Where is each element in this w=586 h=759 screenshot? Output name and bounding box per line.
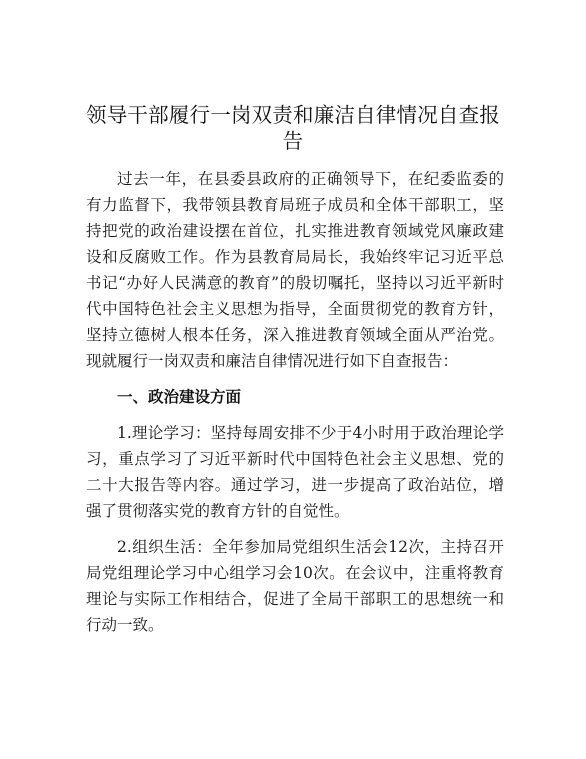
- document-body: [86, 166, 504, 638]
- intro-paragraph: 过去一年，在县委县政府的正确领导下，在纪委监委的有力监督下，我带领县教育局班子成员和全体干部职工，坚持把党的政治建设摆在首位，扎实推进教育领域党风廉政建设和反腐败工作。作为县教育局局长，我始终牢记习近平总书记“办好人民满意的教育”的殷切嘱托，坚持以习近平新时代中国特色社会主义思想为指导，全面贯彻党的教育方针，坚持立德树人根本任务，深入推进教育领域全面从严治党。现就履行一岗双责和廉洁自律情况进行如下自查报告：: [86, 170, 504, 370]
- document-title: 领导干部履行一岗双责和廉洁自律情况自查报告: [86, 103, 500, 153]
- item-organization-life: 2.组织生活：全年参加局党组织生活会12次，主持召开局党组理论学习中心组学习会10次。在会议中，注重将教育理论与实际工作相结合，促进了全局干部职工的思想统一和行动一致。: [86, 538, 504, 634]
- section-heading-political-building: 一、政治建设方面: [117, 387, 242, 406]
- item-theory-study: 1.理论学习：坚持每周安排不少于4小时用于政治理论学习，重点学习了习近平新时代中国特色社会主义思想、党的二十大报告等内容。通过学习，进一步提高了政治站位，增强了贯彻落实党的教育方针的自觉性。: [86, 424, 504, 520]
